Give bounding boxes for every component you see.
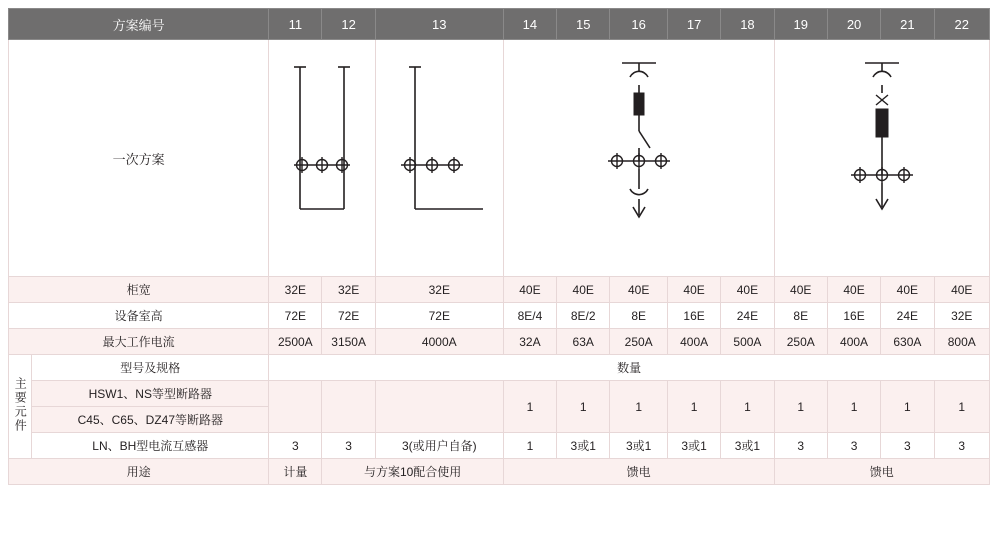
cell-ct-21: 3 xyxy=(881,433,934,459)
header-col-22: 22 xyxy=(934,9,989,40)
cell-current-20: 400A xyxy=(827,329,880,355)
cell-ct-15: 3或1 xyxy=(557,433,610,459)
table-header-row xyxy=(9,9,990,40)
cell-ct-22: 3 xyxy=(934,433,989,459)
cell-usage-11: 计量 xyxy=(269,459,322,485)
cell-breaker-14: 1 xyxy=(503,381,556,433)
cell-width-18: 40E xyxy=(721,277,774,303)
cell-ct-14: 1 xyxy=(503,433,556,459)
cell-breaker-12 xyxy=(322,381,375,433)
cell-usage-14-18: 馈电 xyxy=(503,459,774,485)
row-label-equipment-height: 设备室高 xyxy=(9,303,269,329)
cell-height-20: 16E xyxy=(827,303,880,329)
table-row xyxy=(9,329,990,355)
cell-breaker-18: 1 xyxy=(721,381,774,433)
cell-height-11: 72E xyxy=(269,303,322,329)
cell-quantity-header: 数量 xyxy=(269,355,990,381)
one-line-diagram-feeder-breaker xyxy=(564,43,714,273)
cell-ct-20: 3 xyxy=(827,433,880,459)
cell-height-16: 8E xyxy=(610,303,668,329)
cell-height-19: 8E xyxy=(774,303,827,329)
header-col-11: 11 xyxy=(269,9,322,40)
cell-width-11: 32E xyxy=(269,277,322,303)
cell-current-16: 250A xyxy=(610,329,668,355)
one-line-diagram-feeder-fuse xyxy=(802,43,962,273)
cell-width-15: 40E xyxy=(557,277,610,303)
cell-current-21: 630A xyxy=(881,329,934,355)
cell-height-13: 72E xyxy=(375,303,503,329)
table-row xyxy=(9,303,990,329)
header-col-18: 18 xyxy=(721,9,774,40)
cell-width-21: 40E xyxy=(881,277,934,303)
cell-width-22: 40E xyxy=(934,277,989,303)
cell-ct-19: 3 xyxy=(774,433,827,459)
cell-height-22: 32E xyxy=(934,303,989,329)
cell-breaker-11 xyxy=(269,381,322,433)
diagram-cell-19-22 xyxy=(774,40,989,277)
diagram-cell-13 xyxy=(375,40,503,277)
row-label-model-spec: 型号及规格 xyxy=(32,355,269,381)
cell-ct-18: 3或1 xyxy=(721,433,774,459)
cell-breaker-16: 1 xyxy=(610,381,668,433)
cell-height-18: 24E xyxy=(721,303,774,329)
header-col-19: 19 xyxy=(774,9,827,40)
cell-width-17: 40E xyxy=(667,277,720,303)
cell-current-17: 400A xyxy=(667,329,720,355)
row-label-breaker-hsw1: HSW1、NS等型断路器 xyxy=(32,381,269,407)
cell-current-12: 3150A xyxy=(322,329,375,355)
header-col-15: 15 xyxy=(557,9,610,40)
cell-height-12: 72E xyxy=(322,303,375,329)
header-col-20: 20 xyxy=(827,9,880,40)
spec-sheet xyxy=(0,8,998,538)
cell-breaker-17: 1 xyxy=(667,381,720,433)
cell-ct-11: 3 xyxy=(269,433,322,459)
cell-usage-19-22: 馈电 xyxy=(774,459,989,485)
cell-breaker-19: 1 xyxy=(774,381,827,433)
table-row xyxy=(9,277,990,303)
header-col-21: 21 xyxy=(881,9,934,40)
cell-breaker-21: 1 xyxy=(881,381,934,433)
cell-height-14: 8E/4 xyxy=(503,303,556,329)
cell-height-15: 8E/2 xyxy=(557,303,610,329)
header-col-14: 14 xyxy=(503,9,556,40)
cell-current-14: 32A xyxy=(503,329,556,355)
cell-height-21: 24E xyxy=(881,303,934,329)
cell-current-22: 800A xyxy=(934,329,989,355)
cell-breaker-22: 1 xyxy=(934,381,989,433)
cell-current-15: 63A xyxy=(557,329,610,355)
cell-width-13: 32E xyxy=(375,277,503,303)
cell-current-19: 250A xyxy=(774,329,827,355)
diagram-cell-11-12 xyxy=(269,40,376,277)
header-col-12: 12 xyxy=(322,9,375,40)
cell-width-12: 32E xyxy=(322,277,375,303)
cell-ct-17: 3或1 xyxy=(667,433,720,459)
header-scheme-number: 方案编号 xyxy=(9,9,269,40)
cell-breaker-20: 1 xyxy=(827,381,880,433)
cell-current-11: 2500A xyxy=(269,329,322,355)
cell-usage-12-13: 与方案10配合使用 xyxy=(322,459,503,485)
cell-ct-13: 3(或用户自备) xyxy=(375,433,503,459)
cell-height-17: 16E xyxy=(667,303,720,329)
row-label-ct: LN、BH型电流互感器 xyxy=(32,433,269,459)
cell-breaker-13 xyxy=(375,381,503,433)
header-col-17: 17 xyxy=(667,9,720,40)
diagram-row xyxy=(9,40,990,277)
header-col-16: 16 xyxy=(610,9,668,40)
table-row xyxy=(9,459,990,485)
row-label-max-current: 最大工作电流 xyxy=(9,329,269,355)
row-label-cabinet-width: 柜宽 xyxy=(9,277,269,303)
group-label-main-components: 主要元件 xyxy=(9,355,32,459)
cell-width-14: 40E xyxy=(503,277,556,303)
table-row xyxy=(9,355,990,381)
diagram-cell-14-18 xyxy=(503,40,774,277)
table-row xyxy=(9,433,990,459)
cell-ct-16: 3或1 xyxy=(610,433,668,459)
scheme-table xyxy=(8,8,990,485)
diagram-row-label: 一次方案 xyxy=(9,40,269,277)
one-line-diagram-bus-single xyxy=(379,43,499,273)
row-label-usage: 用途 xyxy=(9,459,269,485)
header-col-13: 13 xyxy=(375,9,503,40)
cell-width-20: 40E xyxy=(827,277,880,303)
row-label-breaker-c45: C45、C65、DZ47等断路器 xyxy=(32,407,269,433)
cell-breaker-15: 1 xyxy=(557,381,610,433)
cell-width-19: 40E xyxy=(774,277,827,303)
cell-current-18: 500A xyxy=(721,329,774,355)
cell-current-13: 4000A xyxy=(375,329,503,355)
table-row xyxy=(9,381,990,407)
one-line-diagram-bus-left xyxy=(272,43,372,273)
cell-width-16: 40E xyxy=(610,277,668,303)
cell-ct-12: 3 xyxy=(322,433,375,459)
